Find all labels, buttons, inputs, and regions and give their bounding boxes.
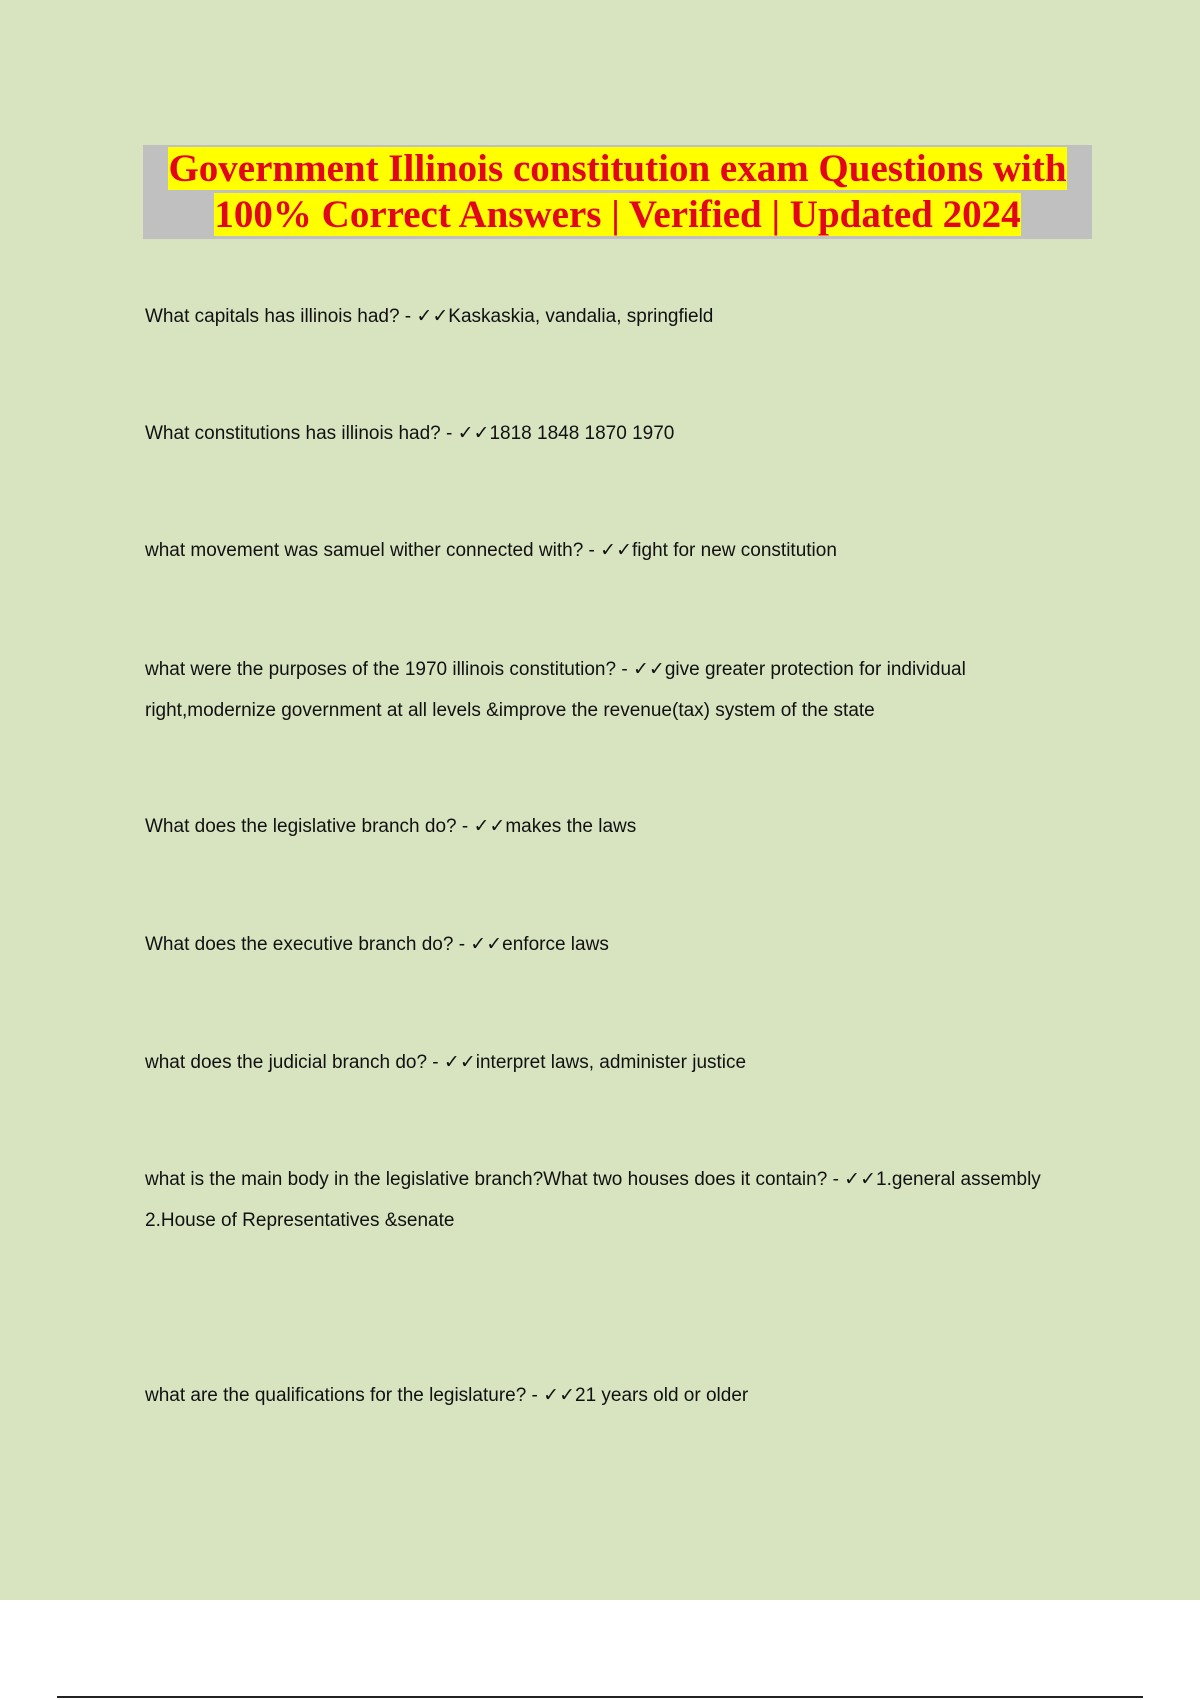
question-text: What constitutions has illinois had? bbox=[145, 423, 441, 444]
check-icon: - ✓✓ bbox=[583, 540, 632, 561]
answer-text: interpret laws, administer justice bbox=[475, 1052, 747, 1073]
question-text: What does the legislative branch do? bbox=[145, 816, 457, 837]
question-text: what is the main body in the legislative branch?What two houses does it contain? bbox=[145, 1169, 828, 1190]
check-icon: - ✓✓ bbox=[526, 1385, 576, 1406]
qa-item bbox=[145, 649, 1065, 731]
title-line-1: Government Illinois constitution exam Questions with bbox=[168, 147, 1067, 190]
title-banner bbox=[143, 145, 1092, 239]
check-icon: - ✓✓ bbox=[399, 306, 449, 327]
qa-item bbox=[145, 296, 1065, 337]
check-icon: - ✓✓ bbox=[440, 423, 490, 444]
answer-text: 1818 1848 1870 1970 bbox=[489, 423, 675, 444]
footer-rule bbox=[57, 1696, 1143, 1698]
check-icon: - ✓✓ bbox=[427, 1052, 476, 1073]
question-text: What does the executive branch do? bbox=[145, 934, 454, 955]
question-text: what movement was samuel wither connected with? bbox=[145, 540, 584, 561]
question-text: what does the judicial branch do? bbox=[145, 1052, 428, 1073]
answer-text: 21 years old or older bbox=[575, 1385, 749, 1406]
check-icon: - ✓✓ bbox=[456, 816, 506, 837]
qa-item bbox=[145, 1159, 1065, 1241]
answer-text: enforce laws bbox=[502, 934, 609, 955]
qa-item bbox=[145, 924, 1065, 965]
answer-text: 1.general assembly 2.House of Representatives &senate bbox=[145, 1169, 1041, 1231]
answer-text: Kaskaskia, vandalia, springfield bbox=[448, 306, 714, 327]
qa-item bbox=[145, 530, 1065, 571]
question-text: what were the purposes of the 1970 illinois constitution? bbox=[145, 659, 617, 680]
check-icon: - ✓✓ bbox=[616, 659, 665, 680]
answer-text: makes the laws bbox=[505, 816, 637, 837]
title-line-2: 100% Correct Answers | Verified | Updated 2024 bbox=[214, 193, 1021, 236]
qa-item bbox=[145, 1375, 1065, 1416]
answer-text: fight for new constitution bbox=[632, 540, 837, 561]
answer-text: give greater protection for individual right,modernize government at all levels &improve the revenue(tax) system of the state bbox=[145, 659, 966, 721]
check-icon: - ✓✓ bbox=[827, 1169, 877, 1190]
qa-item bbox=[145, 806, 1065, 847]
question-text: what are the qualifications for the legislature? bbox=[145, 1385, 527, 1406]
question-text: What capitals has illinois had? bbox=[145, 306, 400, 327]
qa-item bbox=[145, 413, 1065, 454]
check-icon: - ✓✓ bbox=[453, 934, 503, 955]
qa-item bbox=[145, 1042, 1065, 1083]
